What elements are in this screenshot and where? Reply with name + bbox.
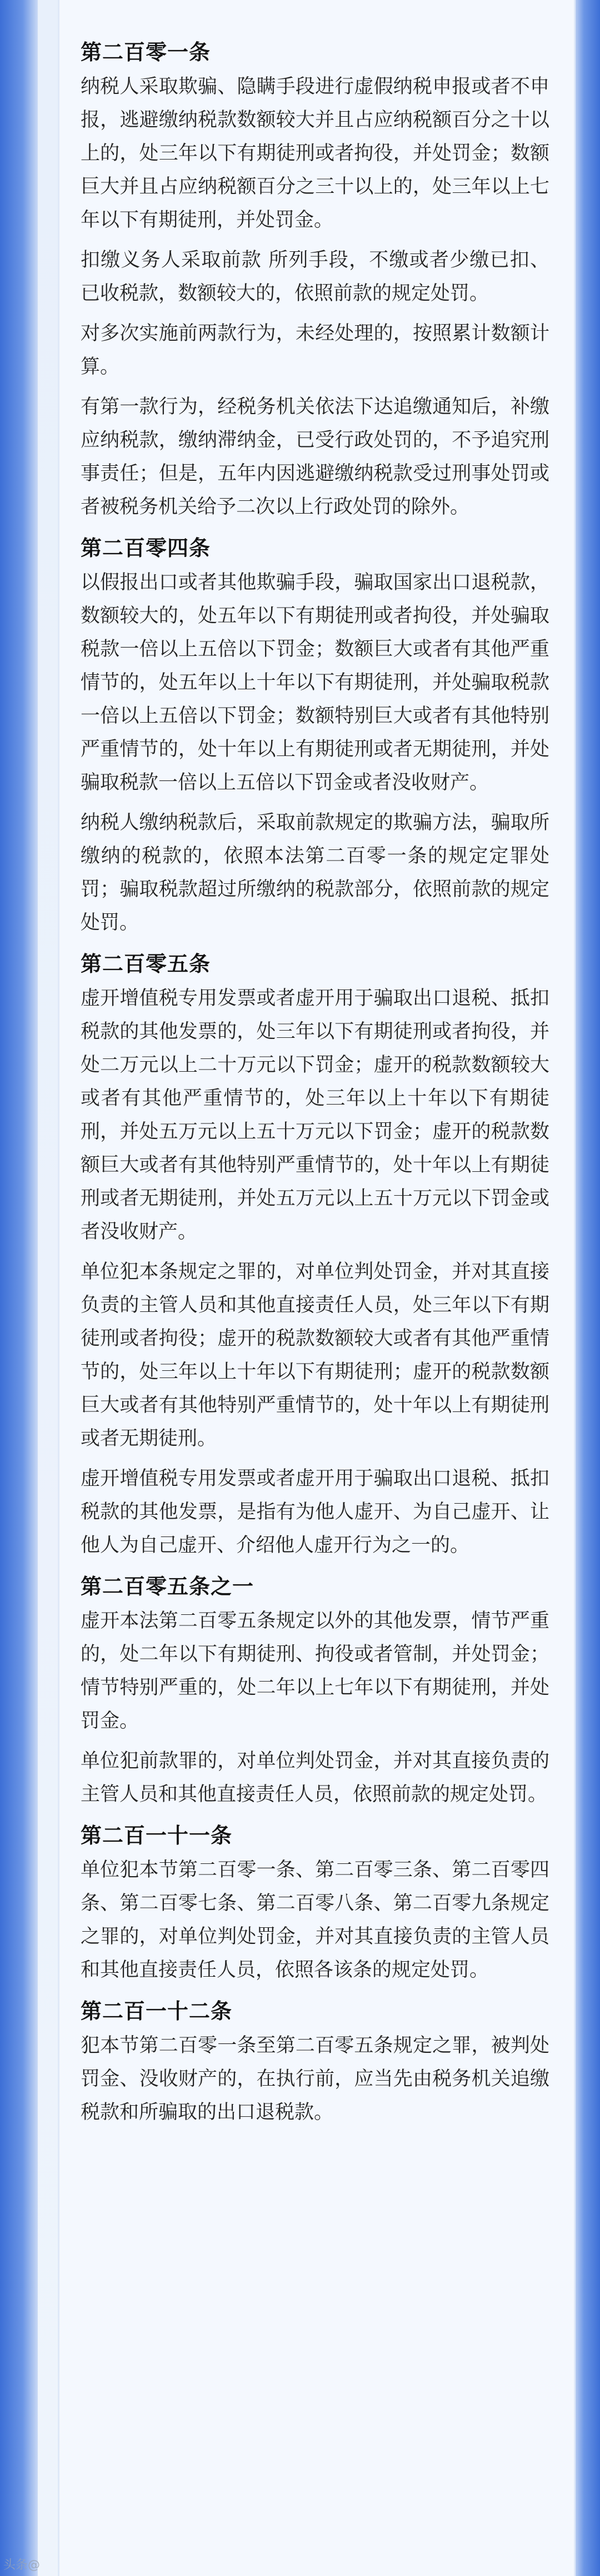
article-paragraph: 单位犯本节第二百零一条、第二百零三条、第二百零四条、第二百零七条、第二百零八条、第二百零九条规定之罪的，对单位判处罚金，并对其直接负责的主管人员和其他直接责任人员，依照各该条的规定处罚。	[81, 1859, 549, 1981]
watermark: 头条@	[3, 2558, 41, 2572]
article-title: 第二百零一条	[81, 40, 211, 64]
article-paragraph: 有第一款行为，经税务机关依法下达追缴通知后，补缴应纳税款，缴纳滞纳金，已受行政处罚的，不予追究刑事责任；但是，五年内因逃避缴纳税款受过刑事处罚或者被税务机关给予二次以上行政处罚的除外。	[81, 396, 549, 518]
law-article	[81, 1993, 549, 2129]
article-title: 第二百一十一条	[81, 1823, 233, 1848]
article-paragraph: 单位犯前款罪的，对单位判处罚金，并对其直接负责的主管人员和其他直接责任人员，依照前款的规定处罚。	[81, 1750, 549, 1806]
article-paragraph: 单位犯本条规定之罪的，对单位判处罚金，并对其直接负责的主管人员和其他直接责任人员，处三年以下有期徒刑或者拘役；虚开的税款数额较大或者有其他严重情节的，处三年以上十年以下有期徒刑；虚开的税款数额巨大或者有其他特别严重情节的，处十年以上有期徒刑或者无期徒刑。	[81, 1261, 549, 1450]
article-paragraph: 虚开本法第二百零五条规定以外的其他发票，情节严重的，处二年以下有期徒刑、拘役或者管制，并处罚金；情节特别严重的，处二年以上七年以下有期徒刑，并处罚金。	[81, 1610, 549, 1732]
article-paragraph: 扣缴义务人采取前款 所列手段，不缴或者少缴已扣、已收税款，数额较大的，依照前款的规定处罚。	[81, 249, 549, 305]
article-paragraph: 犯本节第二百零一条至第二百零五条规定之罪，被判处罚金、没收财产的，在执行前，应当先由税务机关追缴税款和所骗取的出口退税款。	[81, 2035, 549, 2124]
right-decorative-border	[573, 0, 600, 2576]
law-article	[81, 34, 549, 524]
article-paragraph: 以假报出口或者其他欺骗手段，骗取国家出口退税款，数额较大的，处五年以下有期徒刑或者拘役，并处骗取税款一倍以上五倍以下罚金；数额巨大或者有其他严重情节的，处五年以上十年以下有期徒刑，并处骗取税款一倍以上五倍以下罚金；数额特别巨大或者有其他特别严重情节的，处十年以上有期徒刑或者无期徒刑，并处骗取税款一倍以上五倍以下罚金或者没收财产。	[81, 571, 549, 794]
article-paragraph: 对多次实施前两款行为，未经处理的，按照累计数额计算。	[81, 322, 549, 378]
law-article	[81, 946, 549, 1562]
article-paragraph: 虚开增值税专用发票或者虚开用于骗取出口退税、抵扣税款的其他发票，是指有为他人虚开、为自己虚开、让他人为自己虚开、介绍他人虚开行为之一的。	[81, 1468, 549, 1556]
article-title: 第二百零五条	[81, 952, 211, 976]
article-title: 第二百一十二条	[81, 1999, 233, 2023]
article-paragraph: 纳税人缴纳税款后，采取前款规定的欺骗方法，骗取所缴纳的税款的，依照本法第二百零一条的规定定罪处罚；骗取税款超过所缴纳的税款部分，依照前款的规定处罚。	[81, 812, 549, 934]
article-title: 第二百零五条之一	[81, 1574, 254, 1599]
article-card	[58, 0, 576, 2576]
article-paragraph: 纳税人采取欺骗、隐瞒手段进行虚假纳税申报或者不申报，逃避缴纳税款数额较大并且占应纳税额百分之十以上的，处三年以下有期徒刑或者拘役，并处罚金；数额巨大并且占应纳税额百分之三十以上的，处三年以上七年以下有期徒刑，并处罚金。	[81, 76, 549, 231]
law-article	[81, 530, 549, 939]
law-article	[81, 1569, 549, 1811]
law-article	[81, 1818, 549, 1987]
left-decorative-border	[0, 0, 41, 2576]
article-paragraph: 虚开增值税专用发票或者虚开用于骗取出口退税、抵扣税款的其他发票的，处三年以下有期徒刑或者拘役，并处二万元以上二十万元以下罚金；虚开的税款数额较大或者有其他严重情节的，处三年以上十年以下有期徒刑，并处五万元以上五十万元以下罚金；虚开的税款数额巨大或者有其他特别严重情节的，处十年以上有期徒刑或者无期徒刑，并处五万元以上五十万元以下罚金或者没收财产。	[81, 987, 549, 1243]
article-title: 第二百零四条	[81, 536, 211, 560]
